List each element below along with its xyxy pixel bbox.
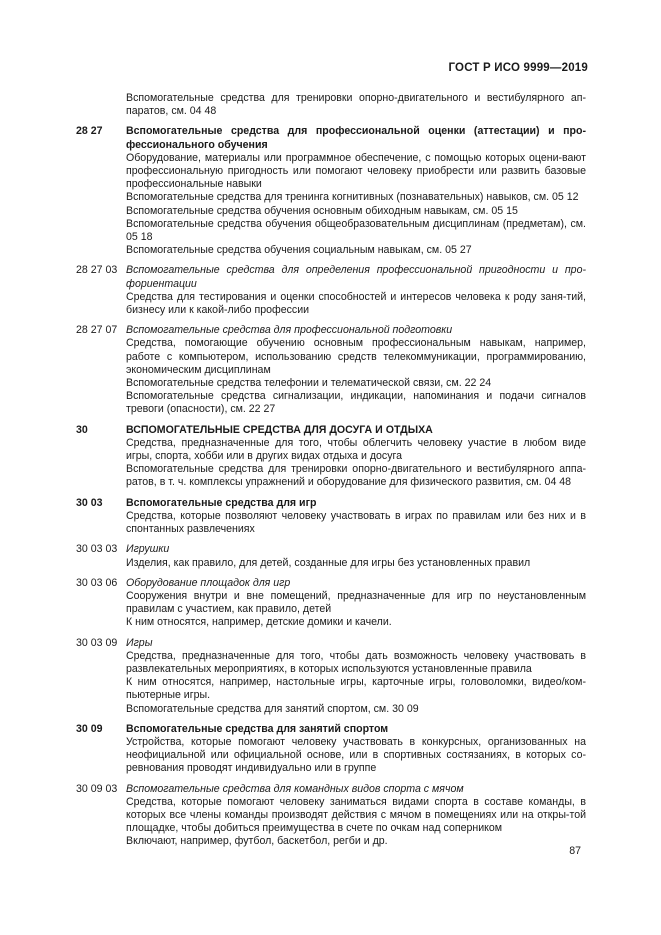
entry-code: 30: [76, 423, 88, 436]
entry-title: Вспомогательные средства для профессиональной оценки (аттестации) и про-фессионального обучения: [126, 125, 586, 151]
entry-title: Вспомогательные средства для занятий спортом: [126, 722, 389, 735]
intro-entry: [76, 92, 586, 118]
entry-paragraph: Средства, предназначенные для того, чтобы облегчить человеку участие в любом виде игры, спорта, хобби или в других видах отдыха и досуга: [126, 436, 586, 463]
entry-30: [76, 424, 586, 490]
entry-paragraph: Изделия, как правило, для детей, созданные для игры без установленных правил: [126, 556, 531, 569]
entry-paragraph: Вспомогательные средства сигнализации, индикации, напоминания и подачи сигналов тревоги (опасности), см. 22 27: [126, 390, 586, 416]
entry-title: Игры: [126, 636, 153, 649]
entry-paragraph: Сооружения внутри и вне помещений, предназначенные для игр по неустановленным правилам с участием, как правило, детей: [126, 589, 586, 616]
entry-paragraph: Вспомогательные средства обучения общеобразовательным дисциплинам (предметам), см. 05 18: [126, 217, 586, 244]
entry-paragraph: Средства для тестирования и оценки способностей и интересов человека к роду заня-тий, бизнесу или к какой-либо профессии: [126, 290, 586, 317]
entry-paragraph: Средства, которые позволяют человеку участвовать в играх по правилам или без них и в спонтанных развлечениях: [126, 509, 586, 536]
entry-code: 30 03 03: [76, 543, 118, 556]
entry-paragraph: Вспомогательные средства для тренинга когнитивных (познавательных) навыков, см. 05 12: [126, 191, 579, 204]
entry-code: 30 03: [76, 496, 103, 509]
entry-title: Игрушки: [126, 543, 170, 556]
entry-code: 30 03 06: [76, 576, 118, 589]
page-number: 87: [569, 845, 581, 857]
entry-paragraph: Вспомогательные средства для занятий спортом, см. 30 09: [126, 702, 419, 715]
entry-title: Оборудование площадок для игр: [126, 576, 291, 589]
intro-line: Вспомогательные средства для тренировки опорно-двигательного и вестибулярного ап-паратов, см. 04 48: [126, 92, 586, 118]
entry-code: 30 09 03: [76, 782, 118, 795]
entry-paragraph: Включают, например, футбол, баскетбол, регби и др.: [126, 835, 388, 848]
entry-paragraph: Средства, помогающие обучению основным профессиональным навыкам, например, работе с компьютером, использованию средств телекоммуникации, программированию, экономическим дисциплинам: [126, 337, 586, 376]
entry-paragraph: Вспомогательные средства телефонии и телематической связи, см. 22 24: [126, 377, 492, 390]
entry-30-09: [76, 723, 586, 776]
entry-30-09-03: [76, 783, 586, 849]
entry-code: 28 27 07: [76, 324, 118, 337]
standard-header: ГОСТ Р ИСО 9999—2019: [448, 62, 588, 74]
entry-code: 30 09: [76, 722, 103, 735]
entry-paragraph: Средства, которые помогают человеку заниматься видами спорта в составе команды, в которых все члены команды производят действия с мячом в помещениях или на откры-той площадке, чтобы добиться преимущества в счете по очкам над соперником: [126, 795, 586, 835]
entry-30-03-03: [76, 543, 586, 569]
entry-title: Вспомогательные средства для профессиональной подготовки: [126, 324, 453, 337]
entry-title: Вспомогательные средства для игр: [126, 496, 317, 509]
entry-paragraph: Устройства, которые помогают человеку участвовать в конкурсных, организованных на неофициальной или официальной основе, или в спортивных состязаниях, в которых со-ревнования проводят индивидуально или в группе: [126, 735, 586, 775]
entry-code: [76, 92, 126, 118]
entry-30-03-06: [76, 577, 586, 630]
entry-code: 28 27 03: [76, 264, 118, 277]
entry-title: Вспомогательные средства для командных видов спорта с мячом: [126, 782, 464, 795]
entry-paragraph: Вспомогательные средства обучения основным обиходным навыкам, см. 05 15: [126, 204, 518, 217]
entry-28-27-03: [76, 264, 586, 317]
document-body: [76, 92, 586, 856]
entry-paragraph: К ним относятся, например, настольные игры, карточные игры, головоломки, видео/ком-пьютерные игры.: [126, 676, 586, 702]
entry-30-03-09: [76, 637, 586, 716]
entry-paragraph: Вспомогательные средства обучения социальным навыкам, см. 05 27: [126, 244, 472, 257]
entry-code: 28 27: [76, 125, 103, 138]
entry-30-03: [76, 497, 586, 537]
entry-28-27-07: [76, 324, 586, 416]
entry-title: Вспомогательные средства для определения профессиональной пригодности и про-фориентации: [126, 264, 586, 290]
entry-paragraph: Оборудование, материалы или программное обеспечение, с помощью которых оцени-вают профессиональную пригодность или помогают человеку приобрести или развить базовые профессиональные навыки: [126, 151, 586, 191]
entry-title: ВСПОМОГАТЕЛЬНЫЕ СРЕДСТВА ДЛЯ ДОСУГА И ОТДЫХА: [126, 423, 433, 436]
entry-paragraph: К ним относятся, например, детские домики и качели.: [126, 616, 392, 629]
entry-paragraph: Вспомогательные средства для тренировки опорно-двигательного и вестибулярного аппа-ратов, в т. ч. комплексы упражнений и оборудование для физического развития, см. 04 48: [126, 463, 586, 489]
entry-paragraph: Средства, предназначенные для того, чтобы дать возможность человеку участвовать в развлекательных мероприятиях, в которых используются установленные правила: [126, 649, 586, 675]
entry-28-27: [76, 125, 586, 257]
entry-code: 30 03 09: [76, 636, 118, 649]
